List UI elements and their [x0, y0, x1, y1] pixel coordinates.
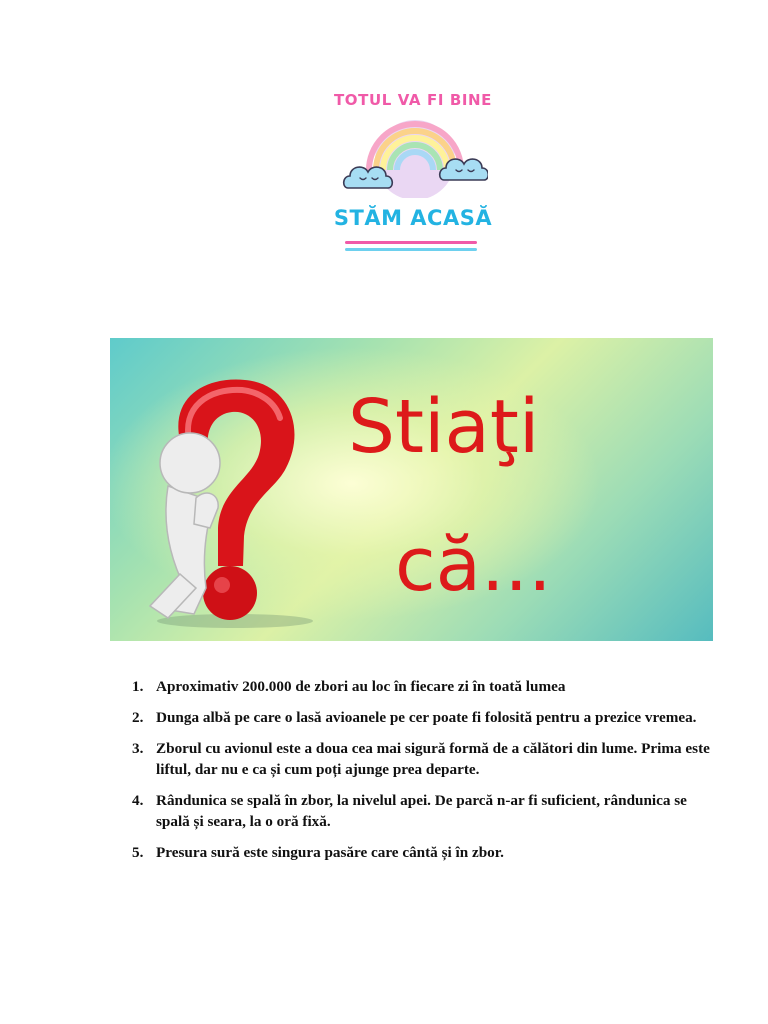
list-item-text: Zborul cu avionul este a doua cea mai sigură formă de a călători din lume. Prima este liftul, dar nu e ca și cum poți ajunge prea departe. — [156, 740, 710, 778]
list-item-text: Aproximativ 200.000 de zbori au loc în fiecare zi în toată lumea — [156, 678, 566, 695]
list-item-number: 5. — [132, 844, 144, 861]
list-item-number: 2. — [132, 709, 144, 726]
banner-line-2: că... — [395, 522, 552, 608]
facts-list — [132, 676, 712, 873]
list-item — [132, 842, 712, 863]
banner-line-1: Stiaţi — [348, 384, 540, 470]
list-item-text: Presura sură este singura pasăre care cântă și în zbor. — [156, 844, 504, 861]
list-item — [132, 738, 712, 780]
did-you-know-banner — [110, 338, 713, 641]
logo-top-text: TOTUL VA FI BINE — [333, 91, 493, 109]
list-item-number: 4. — [132, 792, 144, 809]
list-item-number: 3. — [132, 740, 144, 757]
logo-underline-pink — [345, 241, 477, 244]
logo — [320, 88, 506, 258]
rainbow-clouds-icon — [342, 118, 488, 198]
list-item-number: 1. — [132, 678, 144, 695]
list-item — [132, 790, 712, 832]
list-item-text: Dunga albă pe care o lasă avioanele pe cer poate fi folosită pentru a prezice vremea. — [156, 709, 697, 726]
list-item — [132, 707, 712, 728]
logo-underline-blue — [345, 248, 477, 251]
logo-bottom-text: STĂM ACASĂ — [333, 206, 493, 230]
list-item — [132, 676, 712, 697]
list-item-text: Rândunica se spală în zbor, la nivelul apei. De parcă n-ar fi suficient, rândunica se spală și seara, la o oră fixă. — [156, 792, 687, 830]
